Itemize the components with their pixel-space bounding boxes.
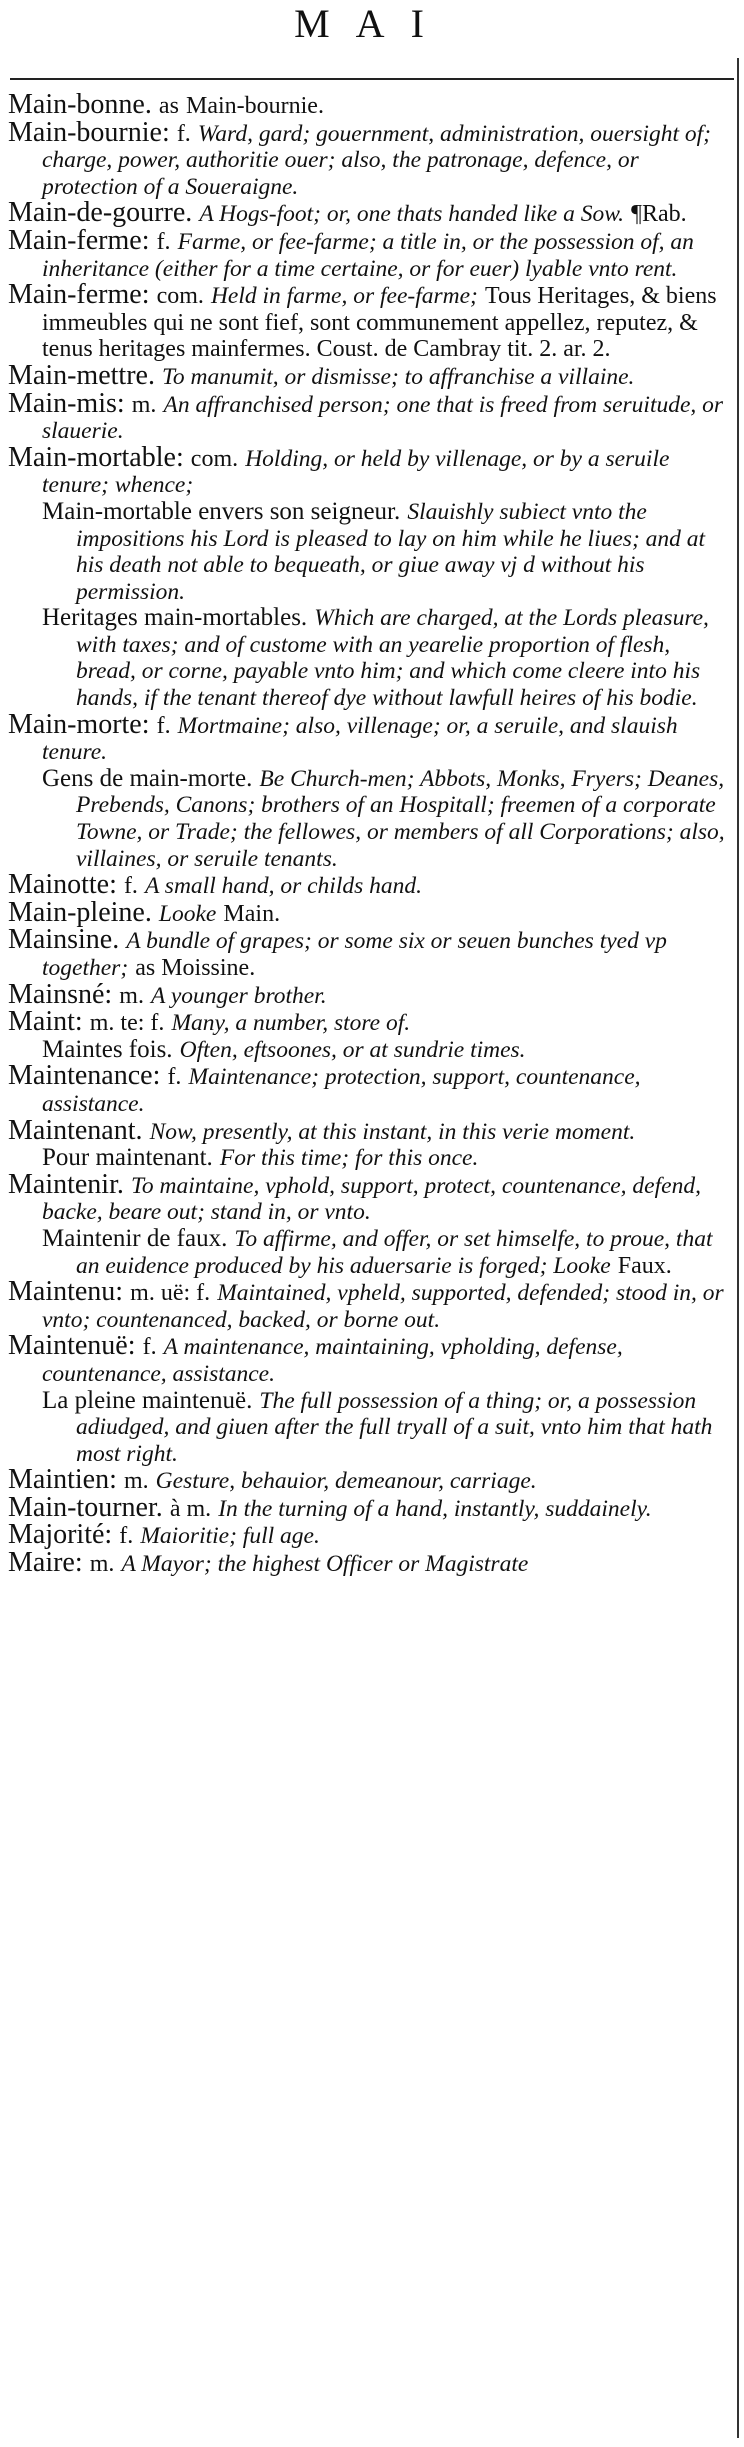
cross-reference: Faux. — [617, 1252, 672, 1279]
sub-entry — [42, 605, 732, 711]
dictionary-entry — [8, 869, 732, 901]
dictionary-entry — [8, 1547, 732, 1579]
headword: Maintien: — [8, 1464, 117, 1496]
headword: Main-de-gourre. — [8, 197, 193, 229]
headword: Maire: — [8, 1547, 83, 1579]
grammar-label: m. — [123, 1468, 149, 1495]
definition: Ward, gard; gouernment, administration, ouersight of; charge, power, authoritie ouer; also, the patronage, defence, or protection of a Soueraigne. — [42, 120, 711, 200]
grammar-label: com. — [156, 283, 204, 310]
headword: Main-bonne. — [8, 89, 152, 120]
dictionary-entry — [8, 89, 732, 120]
dictionary-entry — [8, 708, 732, 766]
grammar-label: à m. — [169, 1495, 212, 1522]
grammar-label: f. — [156, 228, 171, 255]
grammar-label: f. — [156, 712, 171, 739]
definition: Many, a number, store of. — [171, 1010, 411, 1037]
headword: Mainsine. — [8, 924, 120, 956]
sub-entry — [42, 766, 732, 872]
definition: Holding, or held by villenage, or by a seruile tenure; whence; — [42, 445, 670, 499]
headword: Main-mortable: — [8, 441, 184, 473]
definition: A Mayor; the highest Officer or Magistrate — [121, 1551, 529, 1578]
definition: Mortmaine; also, villenage; or, a seruile, and slauish tenure. — [42, 712, 678, 766]
dictionary-entry — [8, 359, 732, 391]
grammar-label: f. — [123, 873, 138, 900]
dictionary-entry — [8, 387, 732, 445]
grammar-label: f. — [167, 1064, 182, 1091]
headword: Maintenir. — [8, 1168, 124, 1200]
definition: A bundle of grapes; or some six or seuen bunches tyed vp together; — [42, 928, 667, 981]
grammar-label: m. — [131, 391, 157, 418]
cross-reference: ¶Rab. — [631, 201, 687, 228]
definition: Looke — [158, 900, 217, 927]
dictionary-entry — [8, 1464, 732, 1496]
dictionary-entry — [8, 1330, 732, 1387]
definition: A younger brother. — [151, 982, 327, 1009]
dictionary-entry — [8, 1060, 732, 1117]
headword: Main-pleine. — [8, 896, 152, 928]
cross-reference: Tous Heritages, & biens immeubles qui ne sont fief, sont communement appellez, reputez, & tenus heritages mainfermes. Coust. de Cambray tit. 2. ar. 2. — [42, 283, 717, 363]
definition: A small hand, or childs hand. — [145, 873, 423, 900]
headword: La pleine maintenuë. — [42, 1386, 253, 1414]
sub-entry — [42, 499, 732, 605]
definition: To affirme, and offer, or set himselfe, to proue, that an euidence produced by his aduersarie is forged; Looke — [76, 1225, 713, 1279]
dictionary-entry — [8, 1276, 732, 1333]
grammar-label: f. — [176, 120, 191, 147]
cross-reference: Main-bournie. — [185, 93, 324, 119]
sub-entry — [42, 1037, 732, 1064]
header-rule — [10, 78, 734, 80]
headword: Gens de main-morte. — [42, 764, 253, 792]
dictionary-entry — [8, 116, 732, 201]
definition: Maioritie; full age. — [140, 1523, 320, 1550]
entry-list — [8, 89, 732, 1579]
headword: Maintenant. — [8, 1114, 143, 1146]
dictionary-entry — [8, 1168, 732, 1226]
grammar-label: f. — [142, 1334, 157, 1361]
headword: Maintenuë: — [8, 1330, 136, 1362]
grammar-label: m. — [119, 982, 144, 1009]
cross-reference: Main. — [223, 900, 281, 927]
definition: Which are charged, at the Lords pleasure, with taxes; and of custome with an yearelie proportion of flesh, bread, or corne, payable vnto him; and which come cleere into his hands, if the tenant thereof dye without lawfull heires of his bodie. — [76, 605, 709, 712]
grammar-label: com. — [190, 445, 239, 472]
definition: Slauishly subiect vnto the impositions his Lord is pleased to lay on him while he liues; and at his death not able to bequeath, or giue away vj d without his permission. — [76, 498, 706, 605]
dictionary-entry — [8, 924, 732, 981]
definition: Maintenance; protection, support, countenance, assistance. — [42, 1064, 641, 1117]
dictionary-entry — [8, 197, 732, 229]
definition: A Hogs-foot; or, one thats handed like a Sow. — [199, 201, 625, 228]
headword: Main-ferme: — [8, 279, 150, 311]
headword: Maintenir de faux. — [42, 1224, 228, 1252]
headword: Main-ferme: — [8, 224, 150, 256]
definition: To maintaine, vphold, support, protect, countenance, defend, backe, beare out; stand in, or vnto. — [42, 1172, 701, 1226]
definition: An affranchised person; one that is freed from seruitude, or slauerie. — [42, 391, 724, 445]
dictionary-entry — [8, 1006, 732, 1038]
dictionary-entry — [8, 1114, 732, 1146]
headword: Maintes fois. — [42, 1035, 173, 1063]
sub-entry — [42, 1145, 732, 1172]
definition: Maintained, vpheld, supported, defended; stood in, or vnto; countenanced, backed, or borne out. — [42, 1280, 724, 1333]
grammar-label: f. — [119, 1523, 134, 1550]
definition: Gesture, behauior, demeanour, carriage. — [155, 1468, 537, 1495]
headword: Pour maintenant. — [42, 1144, 213, 1172]
headword: Majorité: — [8, 1519, 113, 1551]
definition: In the turning of a hand, instantly, suddainely. — [218, 1495, 652, 1522]
definition: A maintenance, maintaining, vpholding, defense, countenance, assistance. — [42, 1334, 623, 1387]
definition: Be Church-men; Abbots, Monks, Fryers; Deanes, Prebends, Canons; brothers of an Hospitall; freemen of a corporate Towne, or Trade; the fellowes, or members of all Corporations; also, villaines, or seruile tenants. — [76, 765, 725, 872]
headword: Main-mortable envers son seigneur. — [42, 497, 401, 525]
dictionary-entry — [8, 279, 732, 363]
headword: Maint: — [8, 1006, 83, 1038]
definition: To manumit, or dismisse; to affranchise a villaine. — [162, 363, 635, 390]
headword: Maintenu: — [8, 1276, 124, 1308]
headword: Maintenance: — [8, 1060, 161, 1092]
dictionary-entry — [8, 441, 732, 499]
dictionary-entry — [8, 896, 732, 928]
grammar-label: as — [158, 93, 179, 119]
sub-entry — [42, 1388, 732, 1468]
definition: The full possession of a thing; or, a possession adiudged, and giuen after the full tryall of a suit, vnto him that hath most right. — [76, 1387, 713, 1467]
running-head: MAI — [294, 1, 450, 46]
headword: Mainsné: — [8, 978, 113, 1010]
grammar-label: m. uë: f. — [130, 1280, 211, 1307]
headword: Main-tourner. — [8, 1491, 163, 1523]
headword: Main-bournie: — [8, 116, 170, 148]
headword: Main-morte: — [8, 708, 150, 740]
dictionary-entry — [8, 224, 732, 282]
headword: Mainotte: — [8, 869, 117, 901]
definition: Now, presently, at this instant, in this verie moment. — [149, 1118, 636, 1145]
grammar-label: m. te: f. — [89, 1010, 165, 1037]
grammar-label: m. — [89, 1551, 115, 1578]
definition: For this time; for this once. — [219, 1145, 479, 1172]
cross-reference: as Moissine. — [135, 955, 256, 981]
column-rule — [737, 58, 739, 2438]
dictionary-entry — [8, 1491, 732, 1523]
dictionary-entry — [8, 978, 732, 1010]
headword: Heritages main-mortables. — [42, 604, 308, 632]
definition: Farme, or fee-farme; a title in, or the possession of, an inheritance (either for a time certaine, or for euer) lyable vnto rent. — [42, 228, 694, 282]
sub-entry — [42, 1226, 732, 1279]
headword: Main-mettre. — [8, 359, 155, 391]
dictionary-entry — [8, 1519, 732, 1551]
headword: Main-mis: — [8, 387, 125, 419]
definition: Often, eftsoones, or at sundrie times. — [179, 1036, 526, 1063]
definition: Held in farme, or fee-farme; — [210, 283, 478, 310]
